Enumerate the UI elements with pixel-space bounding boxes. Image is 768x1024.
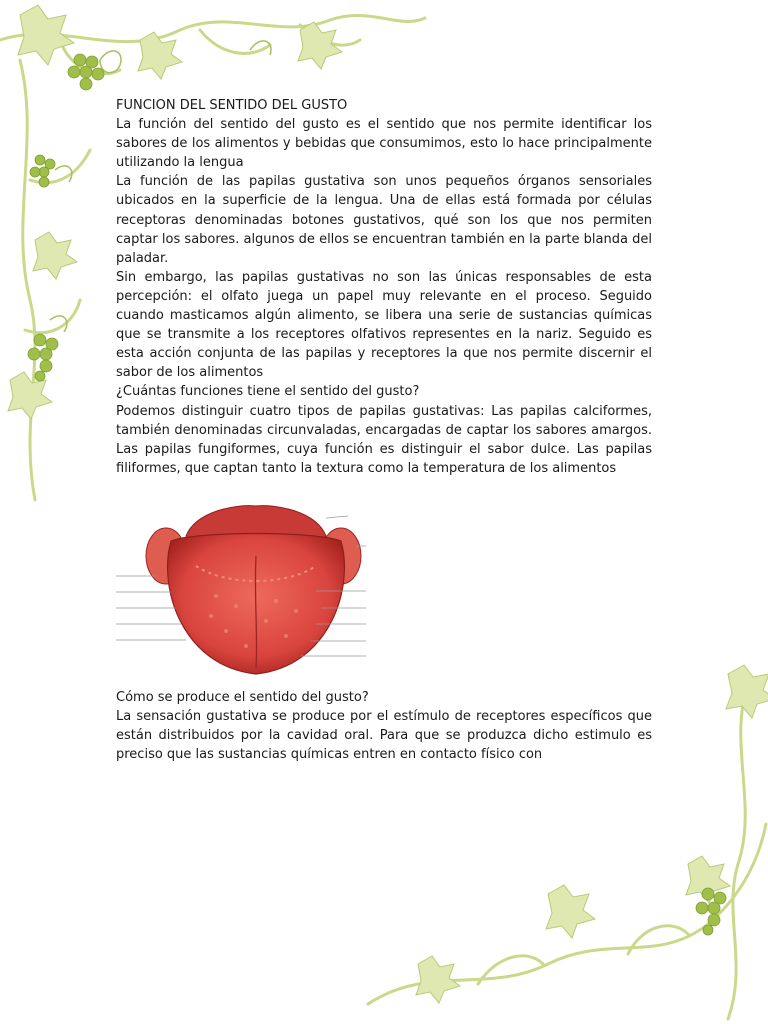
tongue-illustration [116, 496, 388, 676]
paragraph: La sensación gustativa se produce por el estímulo de receptores específicos que están distribuidos por la cavidad oral. Para que se produzca dicho estimulo es preciso que las sustancias químicas entren en contacto físico con [116, 708, 652, 763]
question-heading: Cómo se produce el sentido del gusto? [116, 689, 369, 705]
paragraph: La función del sentido del gusto es el sentido que nos permite identificar los sabores de los alimentos y bebidas que consumimos, esto lo hace principalmente utilizando la lengua [116, 117, 652, 171]
question-heading: ¿Cuántas funciones tiene el sentido del gusto? [116, 384, 420, 400]
paragraph: Podemos distinguir cuatro tipos de papilas gustativas: Las papilas calciformes, también denominadas circunvaladas, encargadas de captar los sabores amargos. Las papilas fungiformes, cuya función es distinguir el sabor dulce. Las papilas filiformes, que captan tanto la textura como la temperatura de los alimentos [116, 403, 652, 476]
document-body [116, 96, 652, 764]
paragraph: Sin embargo, las papilas gustativas no son las únicas responsables de esta percepción: el olfato juega un papel muy relevante en el proceso. Seguido cuando masticamos algún alimento, se libera una serie de sustancias químicas que se transmite a los receptores olfativos representes en la nariz. Seguido es esta acción conjunta de las papilas y receptores la que nos permite discernir el sabor de los alimentos [116, 269, 652, 381]
tongue-diagram [116, 496, 388, 676]
document-title: FUNCION DEL SENTIDO DEL GUSTO [116, 98, 348, 113]
paragraph: La función de las papilas gustativa son unos pequeños órganos sensoriales ubicados en la superficie de la lengua. Una de ellas está formada por células receptoras denominadas botones gustativos, qué son los que nos permiten captar los sabores. algunos de ellos se encuentran también en la parte blanda del paladar. [116, 174, 652, 266]
